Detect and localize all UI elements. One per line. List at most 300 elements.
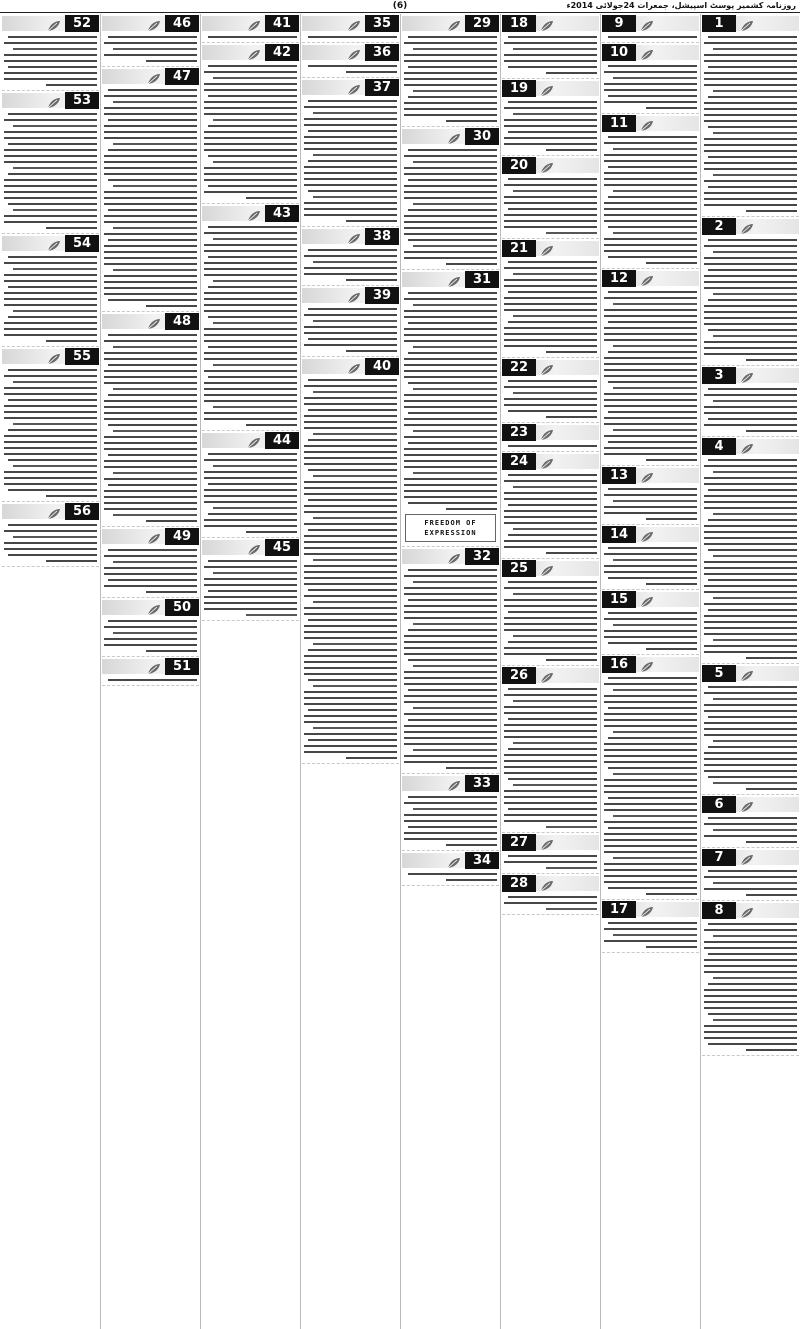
text-line bbox=[604, 701, 697, 703]
text-line bbox=[304, 631, 397, 633]
item-number: 45 bbox=[265, 539, 299, 556]
text-line bbox=[404, 814, 497, 816]
text-line bbox=[604, 761, 697, 763]
text-line bbox=[708, 923, 797, 925]
text-line bbox=[604, 142, 697, 144]
text-line bbox=[508, 66, 597, 68]
leaf-icon bbox=[540, 669, 554, 681]
item-number-banner bbox=[2, 503, 99, 520]
item-number-banner bbox=[702, 15, 799, 32]
text-line bbox=[404, 376, 497, 378]
item-number: 18 bbox=[502, 15, 536, 32]
text-line bbox=[408, 659, 497, 661]
item-number: 25 bbox=[502, 560, 536, 577]
leaf-icon bbox=[540, 426, 554, 438]
item-text-block bbox=[302, 100, 399, 222]
text-line bbox=[513, 593, 597, 595]
text-line bbox=[204, 519, 297, 521]
text-line bbox=[4, 375, 97, 377]
text-line bbox=[204, 149, 297, 151]
text-line bbox=[104, 638, 197, 640]
text-line bbox=[504, 327, 597, 329]
leaf-icon bbox=[147, 315, 161, 327]
text-line bbox=[346, 757, 397, 759]
text-line bbox=[108, 179, 197, 181]
text-line bbox=[408, 502, 497, 504]
text-line bbox=[513, 48, 597, 50]
text-line bbox=[104, 626, 197, 628]
text-line bbox=[208, 36, 297, 38]
text-line bbox=[713, 740, 797, 742]
item-number: 12 bbox=[602, 270, 636, 287]
column-divider bbox=[100, 14, 101, 1329]
text-line bbox=[304, 745, 397, 747]
text-line bbox=[604, 630, 697, 632]
text-line bbox=[113, 472, 197, 474]
text-line bbox=[404, 484, 497, 486]
text-line bbox=[408, 826, 497, 828]
item-number: 17 bbox=[602, 901, 636, 918]
item-text-block bbox=[202, 453, 299, 533]
text-line bbox=[704, 965, 797, 967]
text-line bbox=[104, 436, 197, 438]
text-line bbox=[304, 451, 397, 453]
news-item bbox=[502, 359, 599, 423]
text-line bbox=[546, 72, 597, 74]
text-line bbox=[204, 143, 297, 145]
text-line bbox=[508, 291, 597, 293]
text-line bbox=[204, 304, 297, 306]
news-item bbox=[102, 599, 199, 657]
text-line bbox=[4, 221, 97, 223]
text-line bbox=[304, 655, 397, 657]
text-line bbox=[504, 623, 597, 625]
item-text-block bbox=[302, 379, 399, 759]
text-line bbox=[404, 683, 497, 685]
text-line bbox=[204, 394, 297, 396]
leaf-icon bbox=[247, 46, 261, 58]
text-line bbox=[8, 459, 97, 461]
text-line bbox=[646, 583, 697, 585]
text-line bbox=[8, 399, 97, 401]
text-line bbox=[204, 292, 297, 294]
text-line bbox=[704, 317, 797, 319]
item-text-block bbox=[602, 65, 699, 109]
news-column bbox=[2, 14, 99, 1329]
news-item bbox=[302, 44, 399, 78]
leaf-icon bbox=[447, 17, 461, 29]
text-line bbox=[604, 160, 697, 162]
text-line bbox=[708, 1013, 797, 1015]
text-line bbox=[704, 823, 797, 825]
news-item bbox=[602, 115, 699, 269]
text-line bbox=[704, 263, 797, 265]
text-line bbox=[546, 351, 597, 353]
text-line bbox=[608, 291, 697, 293]
text-line bbox=[4, 453, 97, 455]
leaf-icon bbox=[740, 17, 754, 29]
item-number-banner bbox=[602, 15, 699, 32]
text-line bbox=[608, 256, 697, 258]
text-line bbox=[504, 522, 597, 524]
text-line bbox=[404, 400, 497, 402]
news-item bbox=[202, 15, 299, 43]
text-line bbox=[346, 71, 397, 73]
news-item bbox=[402, 15, 499, 127]
column-divider bbox=[600, 14, 601, 1329]
text-line bbox=[508, 581, 597, 583]
news-item bbox=[2, 503, 99, 567]
text-line bbox=[304, 445, 397, 447]
item-number-banner bbox=[102, 313, 199, 330]
text-line bbox=[704, 710, 797, 712]
item-number: 24 bbox=[502, 453, 536, 470]
text-line bbox=[704, 353, 797, 355]
text-line bbox=[604, 839, 697, 841]
item-number-banner bbox=[602, 526, 699, 543]
text-line bbox=[513, 784, 597, 786]
text-line bbox=[404, 617, 497, 619]
text-line bbox=[213, 280, 297, 282]
text-line bbox=[708, 776, 797, 778]
text-line bbox=[346, 350, 397, 352]
leaf-icon bbox=[540, 361, 554, 373]
text-line bbox=[504, 297, 597, 299]
text-line bbox=[104, 221, 197, 223]
text-line bbox=[704, 971, 797, 973]
text-line bbox=[613, 345, 697, 347]
text-line bbox=[708, 269, 797, 271]
item-number-banner bbox=[102, 68, 199, 85]
item-number-banner bbox=[502, 834, 599, 851]
news-item bbox=[302, 79, 399, 227]
item-number-banner bbox=[102, 658, 199, 675]
news-item bbox=[502, 667, 599, 833]
news-item bbox=[602, 526, 699, 590]
text-line bbox=[404, 54, 497, 56]
text-line bbox=[304, 721, 397, 723]
text-line bbox=[404, 647, 497, 649]
text-line bbox=[504, 760, 597, 762]
item-number: 52 bbox=[65, 15, 99, 32]
text-line bbox=[304, 505, 397, 507]
text-line bbox=[713, 48, 797, 50]
text-line bbox=[604, 453, 697, 455]
text-line bbox=[104, 161, 197, 163]
item-number: 27 bbox=[502, 834, 536, 851]
text-line bbox=[304, 397, 397, 399]
text-line bbox=[104, 442, 197, 444]
leaf-icon bbox=[347, 230, 361, 242]
leaf-icon bbox=[447, 130, 461, 142]
text-line bbox=[304, 178, 397, 180]
text-line bbox=[208, 256, 297, 258]
text-line bbox=[204, 489, 297, 491]
leaf-icon bbox=[740, 369, 754, 381]
item-number: 48 bbox=[165, 313, 199, 330]
item-number: 53 bbox=[65, 92, 99, 109]
text-line bbox=[413, 430, 497, 432]
text-line bbox=[204, 358, 297, 360]
text-line bbox=[508, 808, 597, 810]
text-line bbox=[4, 477, 97, 479]
text-line bbox=[204, 191, 297, 193]
text-line bbox=[504, 226, 597, 228]
text-line bbox=[604, 506, 697, 508]
text-line bbox=[204, 418, 297, 420]
item-text-block bbox=[2, 524, 99, 562]
leaf-icon bbox=[347, 360, 361, 372]
leaf-icon bbox=[640, 17, 654, 29]
text-line bbox=[308, 130, 397, 132]
text-line bbox=[704, 483, 797, 485]
text-line bbox=[704, 144, 797, 146]
text-line bbox=[446, 844, 497, 846]
text-line bbox=[513, 528, 597, 530]
leaf-icon bbox=[247, 207, 261, 219]
text-line bbox=[146, 60, 197, 62]
text-line bbox=[204, 244, 297, 246]
leaf-icon bbox=[247, 434, 261, 446]
text-line bbox=[446, 767, 497, 769]
text-line bbox=[108, 579, 197, 581]
text-line bbox=[146, 305, 197, 307]
text-line bbox=[208, 226, 297, 228]
leaf-icon bbox=[247, 541, 261, 553]
text-line bbox=[504, 285, 597, 287]
text-line bbox=[304, 583, 397, 585]
text-line bbox=[608, 196, 697, 198]
news-item bbox=[2, 92, 99, 234]
item-number-banner bbox=[602, 901, 699, 918]
text-line bbox=[504, 267, 597, 269]
text-line bbox=[646, 946, 697, 948]
text-line bbox=[604, 719, 697, 721]
text-line bbox=[204, 400, 297, 402]
text-line bbox=[604, 208, 697, 210]
text-line bbox=[4, 405, 97, 407]
item-text-block bbox=[602, 677, 699, 895]
text-line bbox=[508, 321, 597, 323]
text-line bbox=[404, 227, 497, 229]
text-line bbox=[746, 894, 797, 896]
item-text-block bbox=[502, 855, 599, 869]
item-number: 3 bbox=[702, 367, 736, 384]
text-line bbox=[413, 472, 497, 474]
item-number: 6 bbox=[702, 796, 736, 813]
item-number: 20 bbox=[502, 157, 536, 174]
text-line bbox=[204, 495, 297, 497]
item-number: 44 bbox=[265, 432, 299, 449]
text-line bbox=[204, 71, 297, 73]
text-line bbox=[313, 475, 397, 477]
text-line bbox=[704, 311, 797, 313]
text-line bbox=[246, 614, 297, 616]
item-number-banner bbox=[202, 205, 299, 222]
text-line bbox=[704, 758, 797, 760]
text-line bbox=[113, 346, 197, 348]
text-line bbox=[704, 501, 797, 503]
text-line bbox=[108, 424, 197, 426]
text-line bbox=[504, 694, 597, 696]
text-line bbox=[508, 380, 597, 382]
text-line bbox=[4, 441, 97, 443]
text-line bbox=[704, 615, 797, 617]
text-line bbox=[708, 239, 797, 241]
text-line bbox=[4, 42, 97, 44]
text-line bbox=[313, 559, 397, 561]
text-line bbox=[546, 659, 597, 661]
text-line bbox=[104, 131, 197, 133]
text-line bbox=[708, 156, 797, 158]
item-text-block bbox=[402, 873, 499, 881]
text-line bbox=[404, 838, 497, 840]
text-line bbox=[704, 1001, 797, 1003]
leaf-icon bbox=[347, 46, 361, 58]
text-line bbox=[504, 605, 597, 607]
item-text-block bbox=[402, 292, 499, 510]
text-line bbox=[613, 77, 697, 79]
news-item bbox=[402, 271, 499, 547]
text-line bbox=[404, 575, 497, 577]
text-line bbox=[204, 167, 297, 169]
news-item bbox=[602, 15, 699, 43]
text-line bbox=[613, 429, 697, 431]
text-line bbox=[613, 303, 697, 305]
text-line bbox=[704, 84, 797, 86]
text-line bbox=[113, 227, 197, 229]
news-column bbox=[202, 14, 299, 1329]
text-line bbox=[8, 256, 97, 258]
text-line bbox=[504, 398, 597, 400]
text-line bbox=[108, 239, 197, 241]
text-line bbox=[504, 42, 597, 44]
text-line bbox=[513, 392, 597, 394]
text-line bbox=[204, 566, 297, 568]
text-line bbox=[604, 940, 697, 942]
text-line bbox=[304, 166, 397, 168]
text-line bbox=[708, 1043, 797, 1045]
text-line bbox=[604, 881, 697, 883]
text-line bbox=[604, 725, 697, 727]
text-line bbox=[204, 412, 297, 414]
text-line bbox=[304, 523, 397, 525]
text-line bbox=[708, 329, 797, 331]
text-line bbox=[504, 629, 597, 631]
news-item bbox=[2, 348, 99, 502]
text-line bbox=[404, 310, 497, 312]
text-line bbox=[604, 214, 697, 216]
leaf-icon bbox=[540, 242, 554, 254]
item-text-block bbox=[102, 620, 199, 652]
text-line bbox=[13, 381, 97, 383]
text-line bbox=[4, 417, 97, 419]
text-line bbox=[146, 591, 197, 593]
item-text-block bbox=[402, 149, 499, 265]
text-line bbox=[304, 571, 397, 573]
text-line bbox=[704, 543, 797, 545]
text-line bbox=[413, 245, 497, 247]
text-line bbox=[304, 715, 397, 717]
news-item bbox=[102, 658, 199, 686]
news-item bbox=[702, 218, 799, 366]
text-line bbox=[713, 293, 797, 295]
text-line bbox=[308, 529, 397, 531]
text-line bbox=[404, 755, 497, 757]
item-text-block bbox=[202, 560, 299, 616]
text-line bbox=[704, 525, 797, 527]
text-line bbox=[408, 442, 497, 444]
text-line bbox=[546, 826, 597, 828]
text-line bbox=[608, 381, 697, 383]
text-line bbox=[313, 601, 397, 603]
text-line bbox=[604, 791, 697, 793]
item-number: 7 bbox=[702, 849, 736, 866]
item-number: 55 bbox=[65, 348, 99, 365]
item-number-banner bbox=[302, 287, 399, 304]
text-line bbox=[104, 281, 197, 283]
text-line bbox=[8, 429, 97, 431]
text-line bbox=[308, 409, 397, 411]
text-line bbox=[204, 131, 297, 133]
text-line bbox=[104, 340, 197, 342]
text-line bbox=[304, 332, 397, 334]
leaf-icon bbox=[740, 440, 754, 452]
text-line bbox=[513, 113, 597, 115]
text-line bbox=[213, 77, 297, 79]
text-line bbox=[4, 530, 97, 532]
text-line bbox=[704, 204, 797, 206]
text-line bbox=[104, 496, 197, 498]
item-number-banner bbox=[702, 367, 799, 384]
text-line bbox=[604, 494, 697, 496]
text-line bbox=[104, 95, 197, 97]
text-line bbox=[208, 65, 297, 67]
text-line bbox=[604, 327, 697, 329]
text-line bbox=[108, 36, 197, 38]
item-text-block bbox=[502, 178, 599, 234]
text-line bbox=[704, 929, 797, 931]
text-line bbox=[708, 489, 797, 491]
news-item bbox=[202, 205, 299, 431]
text-line bbox=[208, 316, 297, 318]
text-line bbox=[746, 788, 797, 790]
text-line bbox=[504, 617, 597, 619]
text-line bbox=[304, 673, 397, 675]
text-line bbox=[446, 879, 497, 881]
item-number-banner bbox=[2, 15, 99, 32]
text-line bbox=[304, 403, 397, 405]
news-item bbox=[602, 591, 699, 655]
text-line bbox=[404, 820, 497, 822]
text-line bbox=[308, 338, 397, 340]
text-line bbox=[413, 346, 497, 348]
text-line bbox=[204, 608, 297, 610]
text-line bbox=[704, 633, 797, 635]
text-line bbox=[608, 922, 697, 924]
news-item bbox=[502, 15, 599, 79]
text-line bbox=[404, 60, 497, 62]
text-line bbox=[708, 519, 797, 521]
text-line bbox=[604, 423, 697, 425]
text-line bbox=[504, 790, 597, 792]
text-line bbox=[704, 287, 797, 289]
text-line bbox=[404, 635, 497, 637]
item-text-block bbox=[2, 256, 99, 342]
text-line bbox=[204, 340, 297, 342]
text-line bbox=[304, 541, 397, 543]
text-line bbox=[608, 887, 697, 889]
